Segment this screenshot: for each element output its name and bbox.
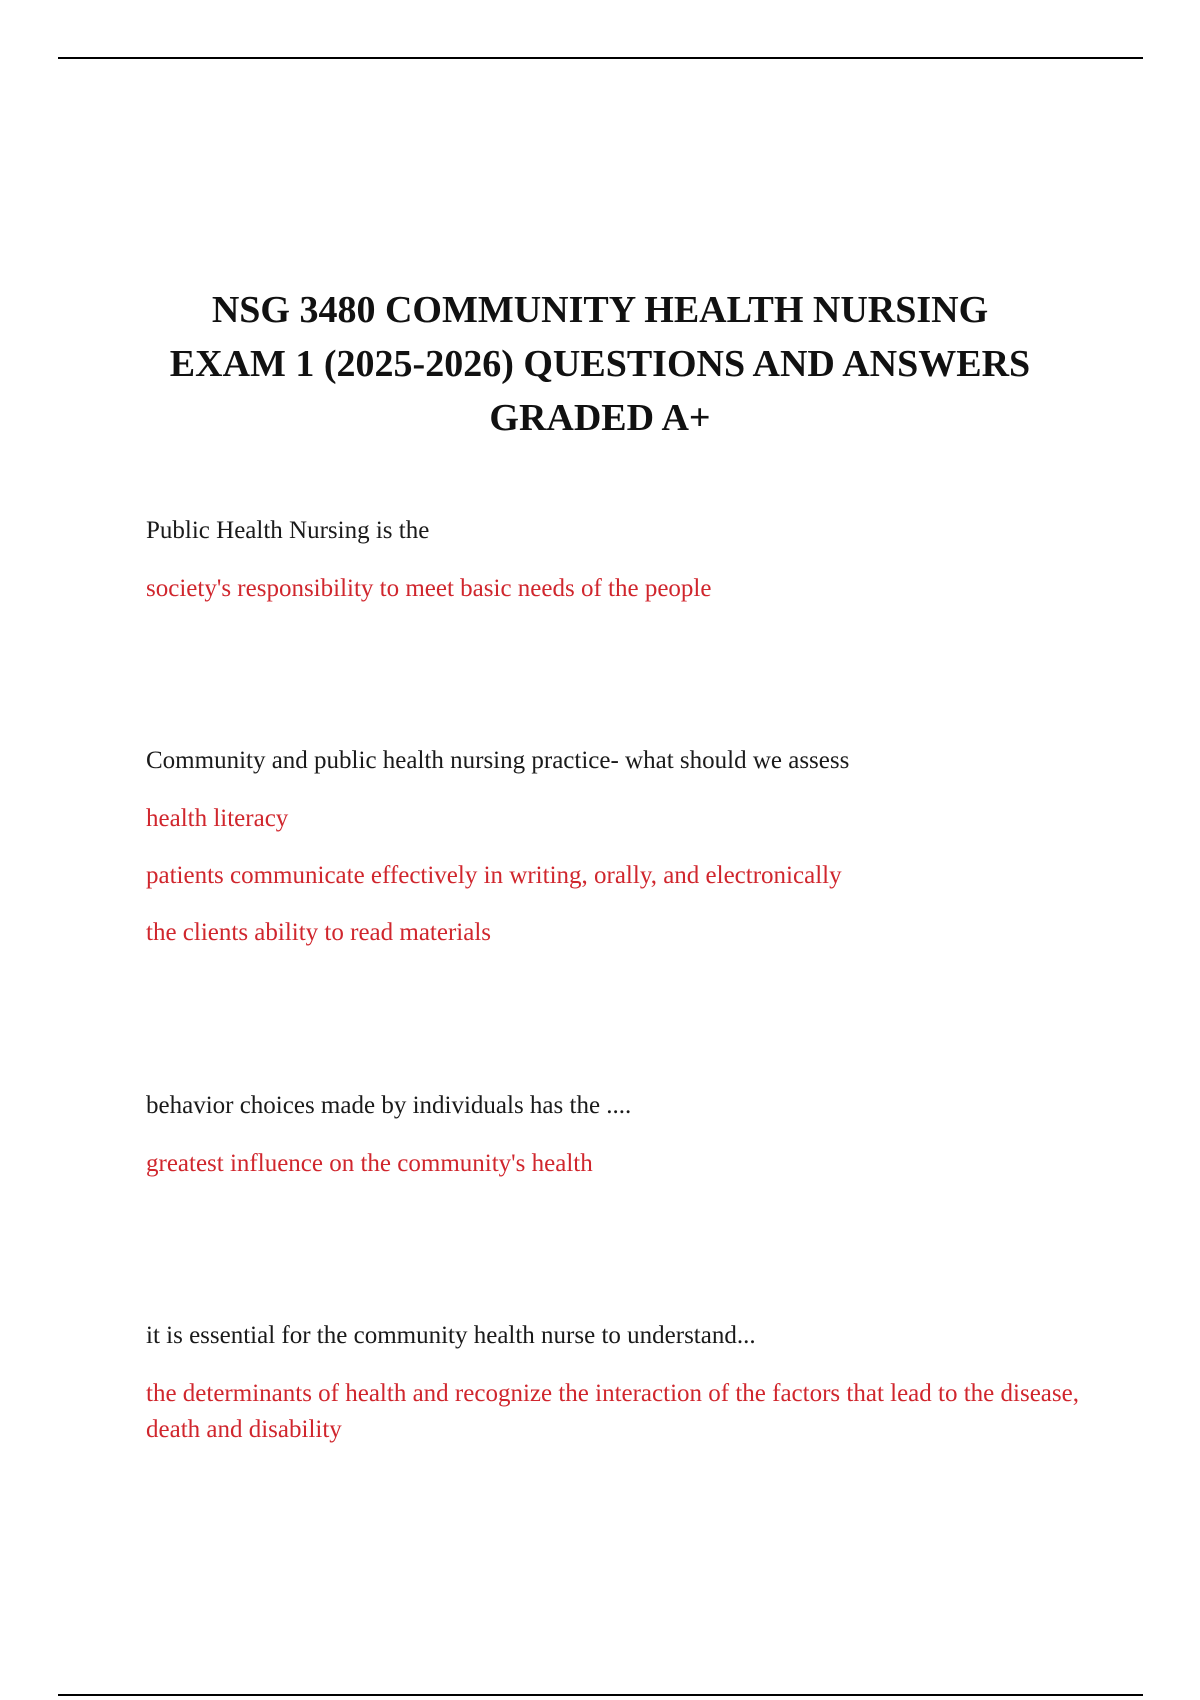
question-text: it is essential for the community health nurse to understand... xyxy=(146,1322,756,1349)
answer-text: society's responsibility to meet basic needs of the people xyxy=(146,575,712,602)
qa-item-1 xyxy=(146,513,1086,607)
qa-item-3 xyxy=(146,1088,1086,1182)
answer-text: the determinants of health and recognize the interaction of the factors that lead to the disease, death and disability xyxy=(146,1380,1079,1443)
answer-text: patients communicate effectively in writing, orally, and electronically xyxy=(146,862,842,889)
answer-text: health literacy xyxy=(146,805,289,832)
answer-text: greatest influence on the community's health xyxy=(146,1150,593,1177)
title-line-3: GRADED A+ xyxy=(489,397,711,440)
qa-item-2 xyxy=(146,743,1086,951)
question-text: behavior choices made by individuals has the .... xyxy=(146,1092,632,1119)
bottom-rule xyxy=(58,1694,1143,1696)
title-line-1: NSG 3480 COMMUNITY HEALTH NURSING xyxy=(211,289,989,332)
answer-text: the clients ability to read materials xyxy=(146,919,492,946)
title-line-2: EXAM 1 (2025-2026) QUESTIONS AND ANSWERS xyxy=(169,343,1031,386)
top-rule xyxy=(58,57,1143,59)
document-title xyxy=(100,283,1100,445)
qa-item-4 xyxy=(146,1318,1086,1448)
question-text: Community and public health nursing practice- what should we assess xyxy=(146,747,850,774)
question-text: Public Health Nursing is the xyxy=(146,517,430,544)
